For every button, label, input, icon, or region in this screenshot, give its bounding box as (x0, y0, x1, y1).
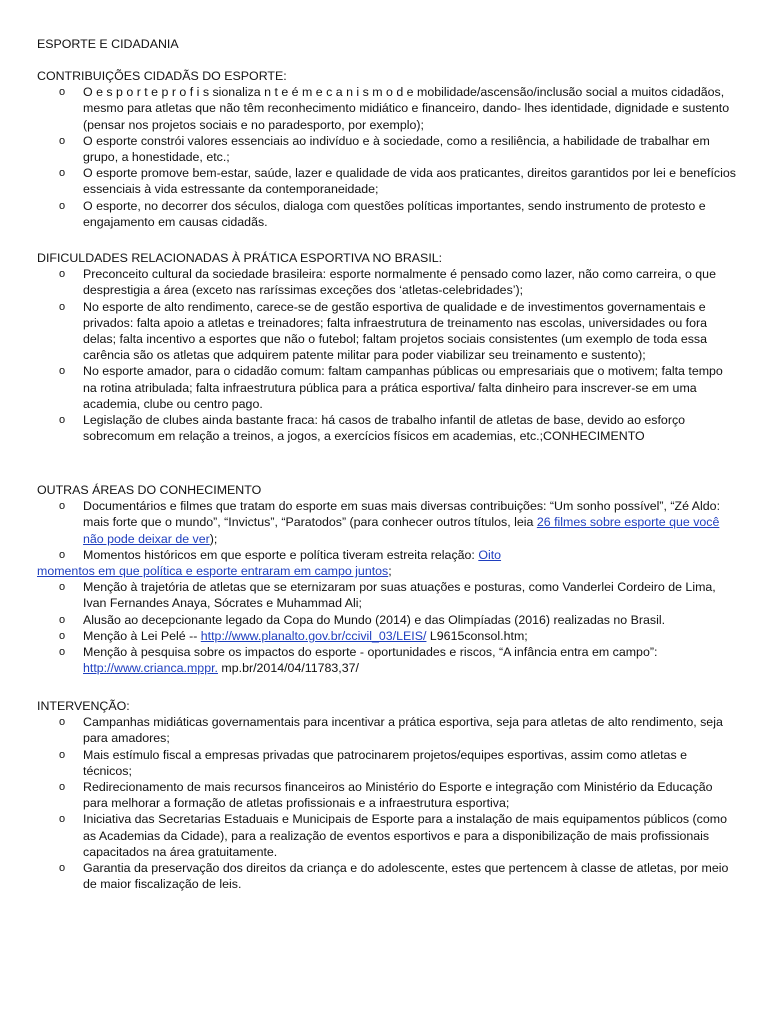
section-outras-areas (37, 482, 737, 676)
bullet-list (37, 498, 737, 563)
bullet-list (37, 714, 737, 892)
oito-momentos-link[interactable]: Oito (478, 547, 502, 562)
section-heading: INTERVENÇÃO: (37, 699, 130, 713)
bullet-icon: o (59, 500, 66, 513)
bullet-icon: o (59, 134, 66, 147)
bullet-icon: o (59, 300, 66, 313)
list-item-text: O esporte promove bem-estar, saúde, lazer e qualidade de vida aos praticantes, direitos garantidos por lei e benefícios essenciais à vida estressante da contemporaneidade; (83, 166, 736, 197)
bullet-icon: o (59, 748, 66, 761)
list-item-text: O e s p o r t e p r o f i s sionaliza n t e é m e c a n i s m o d e mobilidade/ascensão/inclusão social a muitos cidadãos, mesmo para atletas que não têm reconhecimento midiático e financeiro, dando- lhes identidade, dignidade e sustento (pensar nos projetos sociais e no paradesporto, por exemplo); (83, 85, 730, 132)
list-item-continuation (37, 563, 737, 579)
list-item (37, 547, 737, 563)
list-item-text: Preconceito cultural da sociedade brasileira: esporte normalmente é pensado como lazer, não como carreira, o que desprestigia a área (exceto nas raríssimas exceções dos ‘atletas-celebridades’); (83, 267, 716, 298)
list-item-text: Menção à pesquisa sobre os impactos do esporte - oportunidades e riscos, “A infância entra em campo”: (83, 645, 658, 660)
bullet-icon: o (59, 268, 66, 281)
list-item (37, 860, 737, 892)
list-item (37, 714, 737, 746)
list-item (37, 133, 737, 165)
bullet-icon: o (59, 581, 66, 594)
list-item-text: Garantia da preservação dos direitos da criança e do adolescente, estes que pertencem à classe de atletas, por meio de maior fiscalização de leis. (83, 861, 729, 892)
list-item (37, 363, 737, 412)
list-item (37, 299, 737, 364)
list-item-text: Mais estímulo fiscal a empresas privadas que patrocinarem projetos/equipes esportivas, assim como atletas e técnicos; (83, 747, 687, 778)
bullet-icon: o (59, 86, 66, 99)
oito-momentos-link-cont[interactable]: momentos em que política e esporte entraram em campo juntos (37, 564, 389, 579)
list-item-text-end: mp.br/2014/04/11783,37/ (217, 661, 359, 676)
list-item-text: Legislação de clubes ainda bastante fraca: há casos de trabalho infantil de atletas de base, devido ao esforço sobrecomum em relação a treinos, a jogos, a exercícios físicos em academias, etc.;CONHECIMENTO (83, 413, 686, 444)
list-item-text-end: L9615consol.htm; (426, 628, 528, 643)
bullet-icon: o (59, 199, 66, 212)
bullet-list (37, 579, 737, 676)
crianca-mppr-link[interactable]: http://www.crianca.mppr. (83, 661, 218, 676)
list-item (37, 266, 737, 298)
list-item (37, 165, 737, 197)
list-item-text: No esporte de alto rendimento, carece-se de gestão esportiva de qualidade e de investimentos governamentais e privados: falta apoio a atletas e treinadores; falta infraestrutura de treinamento nas escolas, universidades ou fora delas; falta incentivo a esportes que não o futebol; faltam projetos sociais consistentes (um exemplo de toda essa carência são os atletas que adquirem patente militar para poder viabilizar seu treinamento e sustento); (83, 299, 708, 363)
section-contribuicoes (37, 68, 737, 230)
section-heading: CONTRIBUIÇÕES CIDADÃS DO ESPORTE: (37, 69, 287, 83)
list-item (37, 612, 737, 628)
list-item-text: Menção à Lei Pelé -- (83, 628, 201, 643)
bullet-list (37, 84, 737, 230)
bullet-icon: o (59, 716, 66, 729)
section-heading: DIFICULDADES RELACIONADAS À PRÁTICA ESPORTIVA NO BRASIL: (37, 251, 443, 265)
list-item-text: Documentários e filmes que tratam do esporte em suas mais diversas contribuições: “Um sonho possível”, “Zé Aldo: mais forte que o mundo”, “Invictus”, “Paratodos” (para conhecer outros títulos, leia (83, 499, 721, 530)
list-item-text: Iniciativa das Secretarias Estaduais e Municipais de Esporte para a instalação de mais equipamentos públicos (como as Academias da Cidade), para a realização de eventos esportivos e para a disponibilização de mais profissionais capacitados na área gratuitamente. (83, 812, 727, 859)
bullet-icon: o (59, 613, 66, 626)
list-item-text-end: ; (388, 564, 392, 579)
bullet-list (37, 266, 737, 444)
list-item-text: O esporte constrói valores essenciais ao indivíduo e à sociedade, como a resiliência, a habilidade de trabalhar em grupo, a honestidade, etc.; (83, 133, 710, 165)
bullet-icon: o (59, 813, 66, 826)
list-item (37, 644, 737, 676)
list-item-text-end: ); (209, 531, 218, 546)
list-item (37, 412, 737, 444)
list-item-text: Redirecionamento de mais recursos financeiros ao Ministério do Esporte e integração com Ministério da Educação para melhorar a formação de atletas profissionais e a infraestrutura esportiva; (83, 780, 713, 811)
bullet-icon: o (59, 548, 66, 561)
bullet-icon: o (59, 646, 66, 659)
list-item (37, 779, 737, 811)
bullet-icon: o (59, 167, 66, 180)
list-item (37, 579, 737, 611)
bullet-icon: o (59, 862, 66, 875)
list-item (37, 198, 737, 230)
bullet-icon: o (59, 781, 66, 794)
list-item-text: No esporte amador, para o cidadão comum: faltam campanhas públicas ou empresariais que o motivem; falta tempo na rotina atribulada; falta infraestrutura pública para a prática esportiva/ falta dinheiro para inscrever-se em uma academia, clube ou centro pago. (83, 364, 723, 411)
bullet-icon: o (59, 414, 66, 427)
document-title: ESPORTE E CIDADANIA (37, 37, 179, 51)
section-heading: OUTRAS ÁREAS DO CONHECIMENTO (37, 483, 262, 497)
section-intervencao (37, 698, 737, 892)
list-item (37, 84, 737, 133)
filmes-link[interactable]: 26 filmes sobre esporte que você não pode deixar de ver (83, 515, 720, 546)
list-item-text: Momentos históricos em que esporte e política tiveram estreita relação: (83, 547, 479, 562)
planalto-link[interactable]: http://www.planalto.gov.br/ccivil_03/LEIS/ (200, 628, 427, 643)
list-item (37, 628, 737, 644)
list-item (37, 811, 737, 860)
section-dificuldades (37, 250, 737, 444)
list-item-text: Menção à trajetória de atletas que se eternizaram por suas atuações e posturas, como Vanderlei Cordeiro de Lima, Ivan Fernandes Anaya, Sócrates e Muhammad Ali; (83, 580, 716, 611)
bullet-icon: o (59, 629, 66, 642)
list-item-text: Campanhas midiáticas governamentais para incentivar a prática esportiva, seja para atletas de alto rendimento, seja para amadores; (83, 715, 723, 746)
bullet-icon: o (59, 365, 66, 378)
list-item-text: Alusão ao decepcionante legado da Copa do Mundo (2014) e das Olimpíadas (2016) realizadas no Brasil. (83, 612, 666, 627)
list-item (37, 747, 737, 779)
list-item (37, 498, 737, 547)
list-item-text: O esporte, no decorrer dos séculos, dialoga com questões políticas importantes, sendo instrumento de protesto e engajamento em causas cidadãs. (83, 198, 706, 229)
